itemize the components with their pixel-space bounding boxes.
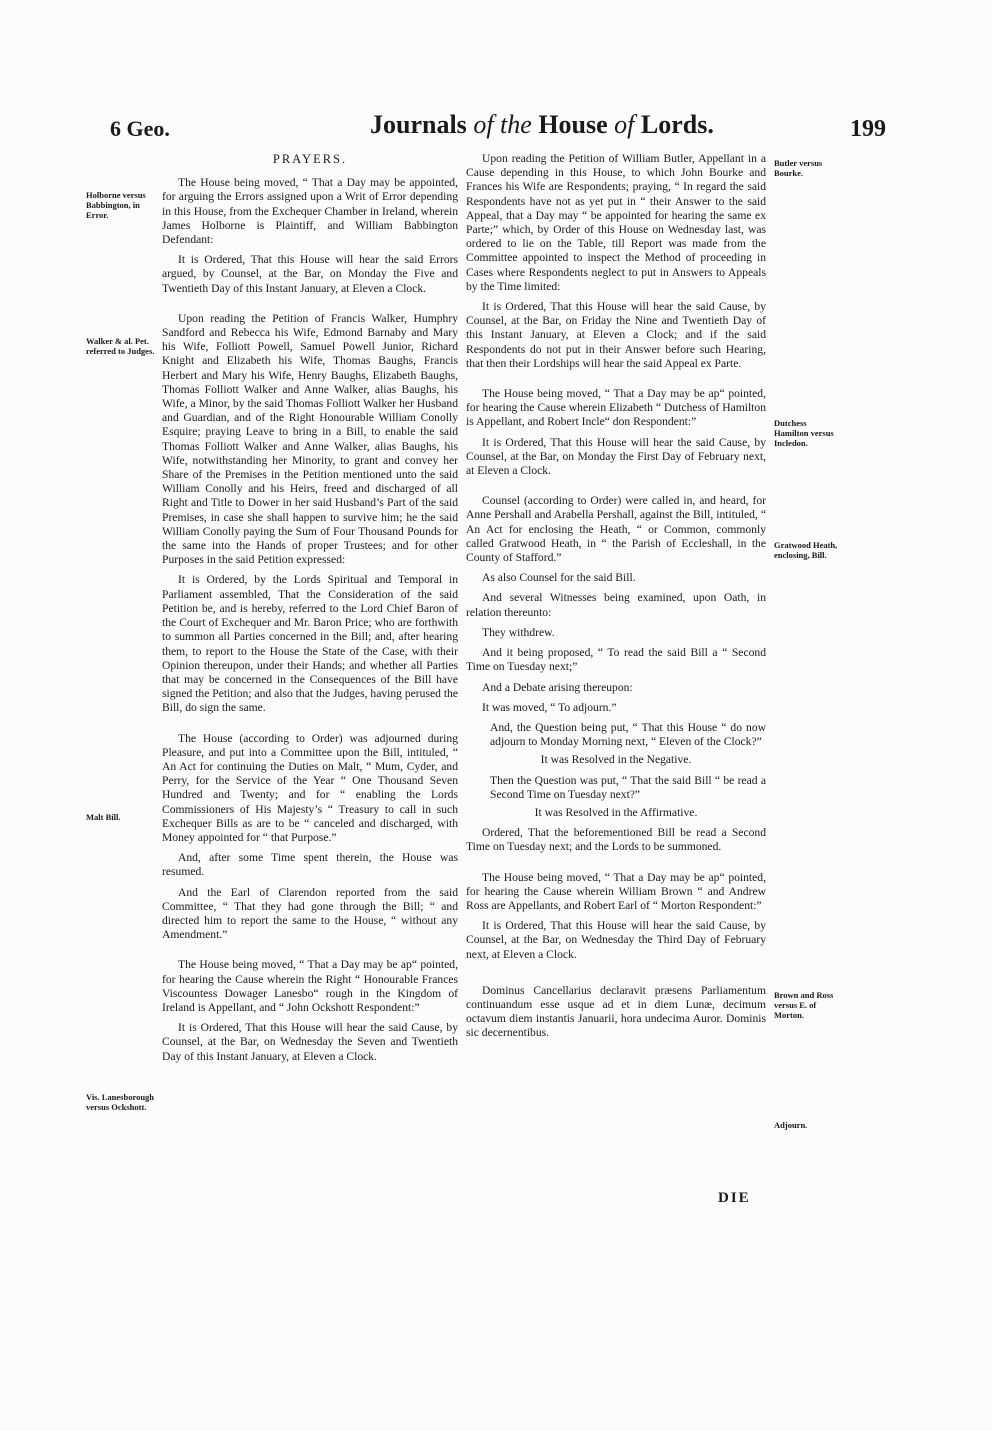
paragraph: It is Ordered, That this House will hear the said Cause, by Counsel, at the Bar, on Friday the Nine and Twentieth Day of this Instant January, at Eleven a Clock; and if the said Respondents do not put in their Answer before such Hearing, that then their Lordships will hear the said Appeal ex Parte. [466, 300, 766, 370]
margin-note-adjourn: Adjourn. [774, 1120, 808, 1130]
regnal-year: 6 Geo. [110, 116, 170, 141]
margin-note-gratwood: Gratwood Heath, enclosing, Bill. [774, 540, 838, 560]
paragraph: It was Resolved in the Affirmative. [534, 805, 698, 819]
paragraph: They withdrew. [482, 625, 555, 639]
section-title-prayers: PRAYERS. [272, 152, 348, 166]
paragraph: Upon reading the Petition of William Butler, Appellant in a Cause depending in this House, to which John Bourke and Frances his Wife are Respondents; praying, “ In regard the said Respondents have not as yet put in “ their Answer to the said Appeal, that a Day may “ be appointed for hearing the same ex Parte;” which, by Order of this House on Wednesday last, was ordered to lie on the Table, till Report was made from the Committee appointed to inspect the Method of proceeding in Cases where Respondents neglect to put in Answers to Appeals by the Time limited: [466, 152, 766, 293]
page-title [370, 110, 714, 140]
paragraph: As also Counsel for the said Bill. [482, 571, 636, 585]
paragraph: And, after some Time spent therein, the House was resumed. [162, 851, 458, 879]
paragraph: The House being moved, “ That a Day may be ap“ pointed, for hearing the Cause wherein William Brown “ and Andrew Ross are Appellants, and Robert Earl of “ Morton Respondent:” [466, 870, 766, 912]
title-word-of: of [473, 110, 494, 139]
title-word-journals: Journals [370, 110, 467, 139]
paragraph: The House (according to Order) was adjourned during Pleasure, and put into a Committee upon the Bill, intituled, “ An Act for continuing the Duties on Malt, “ Mum, Cyder, and Perry, for the Service of the Year “ One Thousand Seven Hundred and Twenty; and for “ enabling the Lords Commissioners of His Majesty’s “ Treasury to call in such Exchequer Bills as are to be “ canceled and discharged, with Money appointed for “ that Purpose.” [162, 731, 458, 844]
paragraph: Upon reading the Petition of Francis Walker, Humphry Sandford and Rebecca his Wife, Edmond Barnaby and Mary his Wife, Folliott Powell, Samuel Powell Junior, Richard Knight and Elizabeth his Wife, Thomas Baughs, Francis Herbert and Mary his Wife, Henry Baughs, Elizabeth Baughs, Thomas Folliott Walker and Anne Walker, alias Baughs, his Wife, a Minor, by the said Thomas Folliott Walker her Husband and Guardian, and of the Right Honourable William Conolly Esquire; praying Leave to bring in a Bill, to enable the said Thomas Folliott Walker and Anne Walker, alias Baughs, his Wife, notwithstanding her Minority, to grant and convey her Share of the Premises in the Petition mentioned unto the said William Conolly and his Heirs, freed and discharged of all Right and Title to Dower in her said Husband’s Part of the said Premises, in case she shall happen to survive him; he the said William Conolly paying the Sum of Four Thousand Pounds for the same into the Hands of proper Trustees; and for other Purposes in the said Petition expressed: [162, 311, 458, 567]
margin-note-brown: Brown and Ross versus E. of Morton. [774, 990, 834, 1020]
title-word-house: House [538, 110, 608, 139]
paragraph: The House being moved, “ That a Day may be ap“ pointed, for hearing the Cause wherein the Right “ Honourable Frances Viscountess Dowager Lanesbo“ rough in the Kingdom of Ireland is Appellant, and “ John Ockshott Respondent:” [162, 958, 458, 1014]
paragraph: It is Ordered, That this House will hear the said Cause, by Counsel, at the Bar, on Wednesday the Third Day of February next, at Eleven a Clock. [466, 919, 766, 961]
paragraph: It was Resolved in the Negative. [540, 753, 692, 767]
paragraph: And, the Question being put, “ That this House “ do now adjourn to Monday Morning next, “ Eleven of the Clock?” [490, 720, 766, 749]
left-column [162, 152, 458, 1070]
paragraph: And several Witnesses being examined, upon Oath, in relation thereunto: [466, 591, 766, 619]
page-number: 199 [850, 116, 886, 142]
paragraph: It is Ordered, That this House will hear the said Cause, by Counsel, at the Bar, on Wednesday the Seven and Twentieth Day of this Instant January, at Eleven a Clock. [162, 1021, 458, 1063]
page-header [0, 110, 992, 150]
paragraph: The House being moved, “ That a Day may be ap“ pointed, for hearing the Cause wherein Elizabeth “ Dutchess of Hamilton is Appellant, and Robert Incle“ don Respondent:” [466, 387, 766, 429]
margin-note-lanesborough: Vis. Lanesborough versus Ockshott. [86, 1092, 155, 1112]
title-word-lords: Lords. [640, 110, 714, 139]
paragraph: Ordered, That the beforementioned Bill be read a Second Time on Tuesday next; and the Lords to be summoned. [466, 826, 766, 854]
right-column [466, 152, 766, 1047]
paragraph: And it being proposed, “ To read the said Bill a “ Second Time on Tuesday next;” [466, 646, 766, 674]
paragraph: And a Debate arising thereupon: [482, 680, 633, 694]
paragraph: The House being moved, “ That a Day may be appointed, for arguing the Errors assigned upon a Writ of Error depending in this House, from the Exchequer Chamber in Ireland, wherein James Holborne is Plaintiff, and William Babbington Defendant: [162, 176, 458, 247]
paragraph: It is Ordered, That this House will hear the said Cause, by Counsel, at the Bar, on Monday the First Day of February next, at Eleven a Clock. [466, 435, 766, 478]
margin-note-butler: Butler versus Bourke. [774, 158, 823, 178]
paragraph: Dominus Cancellarius declaravit præsens Parliamentum continuandum esse usque ad et in diem Lunæ, decimum octavum diem instantis Januarii, hora undecima Auror. Dominis sic decernentibus. [466, 983, 766, 1040]
margin-note-hamilton: Dutchess Hamilton versus Incledon. [774, 418, 834, 448]
paragraph: Then the Question was put, “ That the said Bill “ be read a Second Time on Tuesday next?” [490, 773, 766, 801]
paragraph: It was moved, “ To adjourn.” [482, 700, 617, 714]
title-word-of-2: of [614, 110, 635, 139]
paragraph: Counsel (according to Order) were called in, and heard, for Anne Pershall and Arabella Pershall, against the Bill, intituled, “ An Act for enclosing the Heath, “ or Common, commonly called Gratwood Heath, in “ the Parish of Eccleshall, in the County of Stafford.” [466, 494, 766, 565]
paragraph: It is Ordered, That this House will hear the said Errors argued, by Counsel, at the Bar, on Monday the Five and Twentieth Day of this Instant January, at Eleven a Clock. [162, 253, 458, 295]
title-word-the: the [500, 110, 532, 139]
catchword: DIE [718, 1190, 751, 1206]
margin-note-walker: Walker & al. Pet. referred to Judges. [86, 336, 155, 356]
margin-note-malt-bill: Malt Bill. [86, 812, 121, 822]
paragraph: It is Ordered, by the Lords Spiritual and Temporal in Parliament assembled, That the Consideration of the said Petition be, and is hereby, referred to the Lord Chief Baron of the Court of Exchequer and Mr. Baron Price; who are forthwith to summon all Parties concerned in the Bill; and, after hearing them, to report to the House the State of the Case, with their Opinion thereupon, under their Hands; and whether all Parties that may be concerned in the Consequences of the Bill have signed the Petition; and also that the Judges, having perused the Bill, do sign the same. [162, 573, 458, 715]
paragraph: And the Earl of Clarendon reported from the said Committee, “ That they had gone through the Bill; “ and directed him to report the same to the House, “ without any Amendment.” [162, 885, 458, 942]
margin-note-holborne: Holborne versus Babbington, in Error. [86, 190, 146, 220]
